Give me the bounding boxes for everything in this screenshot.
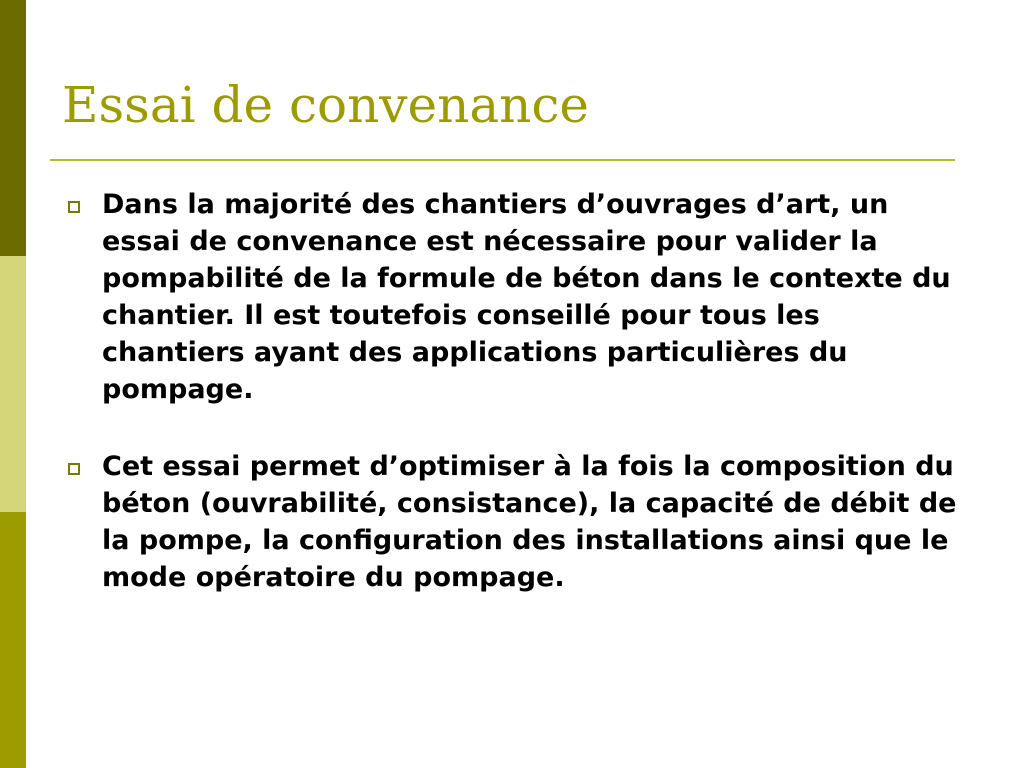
bullet-text-2: Cet essai permet d’optimiser à la fois la composition du béton (ouvrabilité, consistance), la capacité de débit de la pompe, la configuration des installations ainsi que le mode opératoire du pompage. (102, 451, 957, 593)
square-bullet-icon (68, 463, 80, 475)
title-divider (50, 159, 955, 161)
bullet-item-1 (64, 186, 964, 408)
sidebar-middle-band (0, 256, 26, 512)
sidebar-bottom-band (0, 512, 26, 768)
slide-title: Essai de convenance (62, 76, 589, 134)
sidebar-top-band (0, 0, 26, 256)
bullet-item-2 (64, 448, 964, 596)
bullet-list (64, 186, 964, 636)
square-bullet-icon (68, 201, 80, 213)
bullet-text-1: Dans la majorité des chantiers d’ouvrages d’art, un essai de convenance est nécessaire pour valider la pompabilité de la formule de béton dans le contexte du chantier. Il est toutefois conseillé pour tous les chantiers ayant des applications particulières du pompage. (102, 189, 951, 405)
